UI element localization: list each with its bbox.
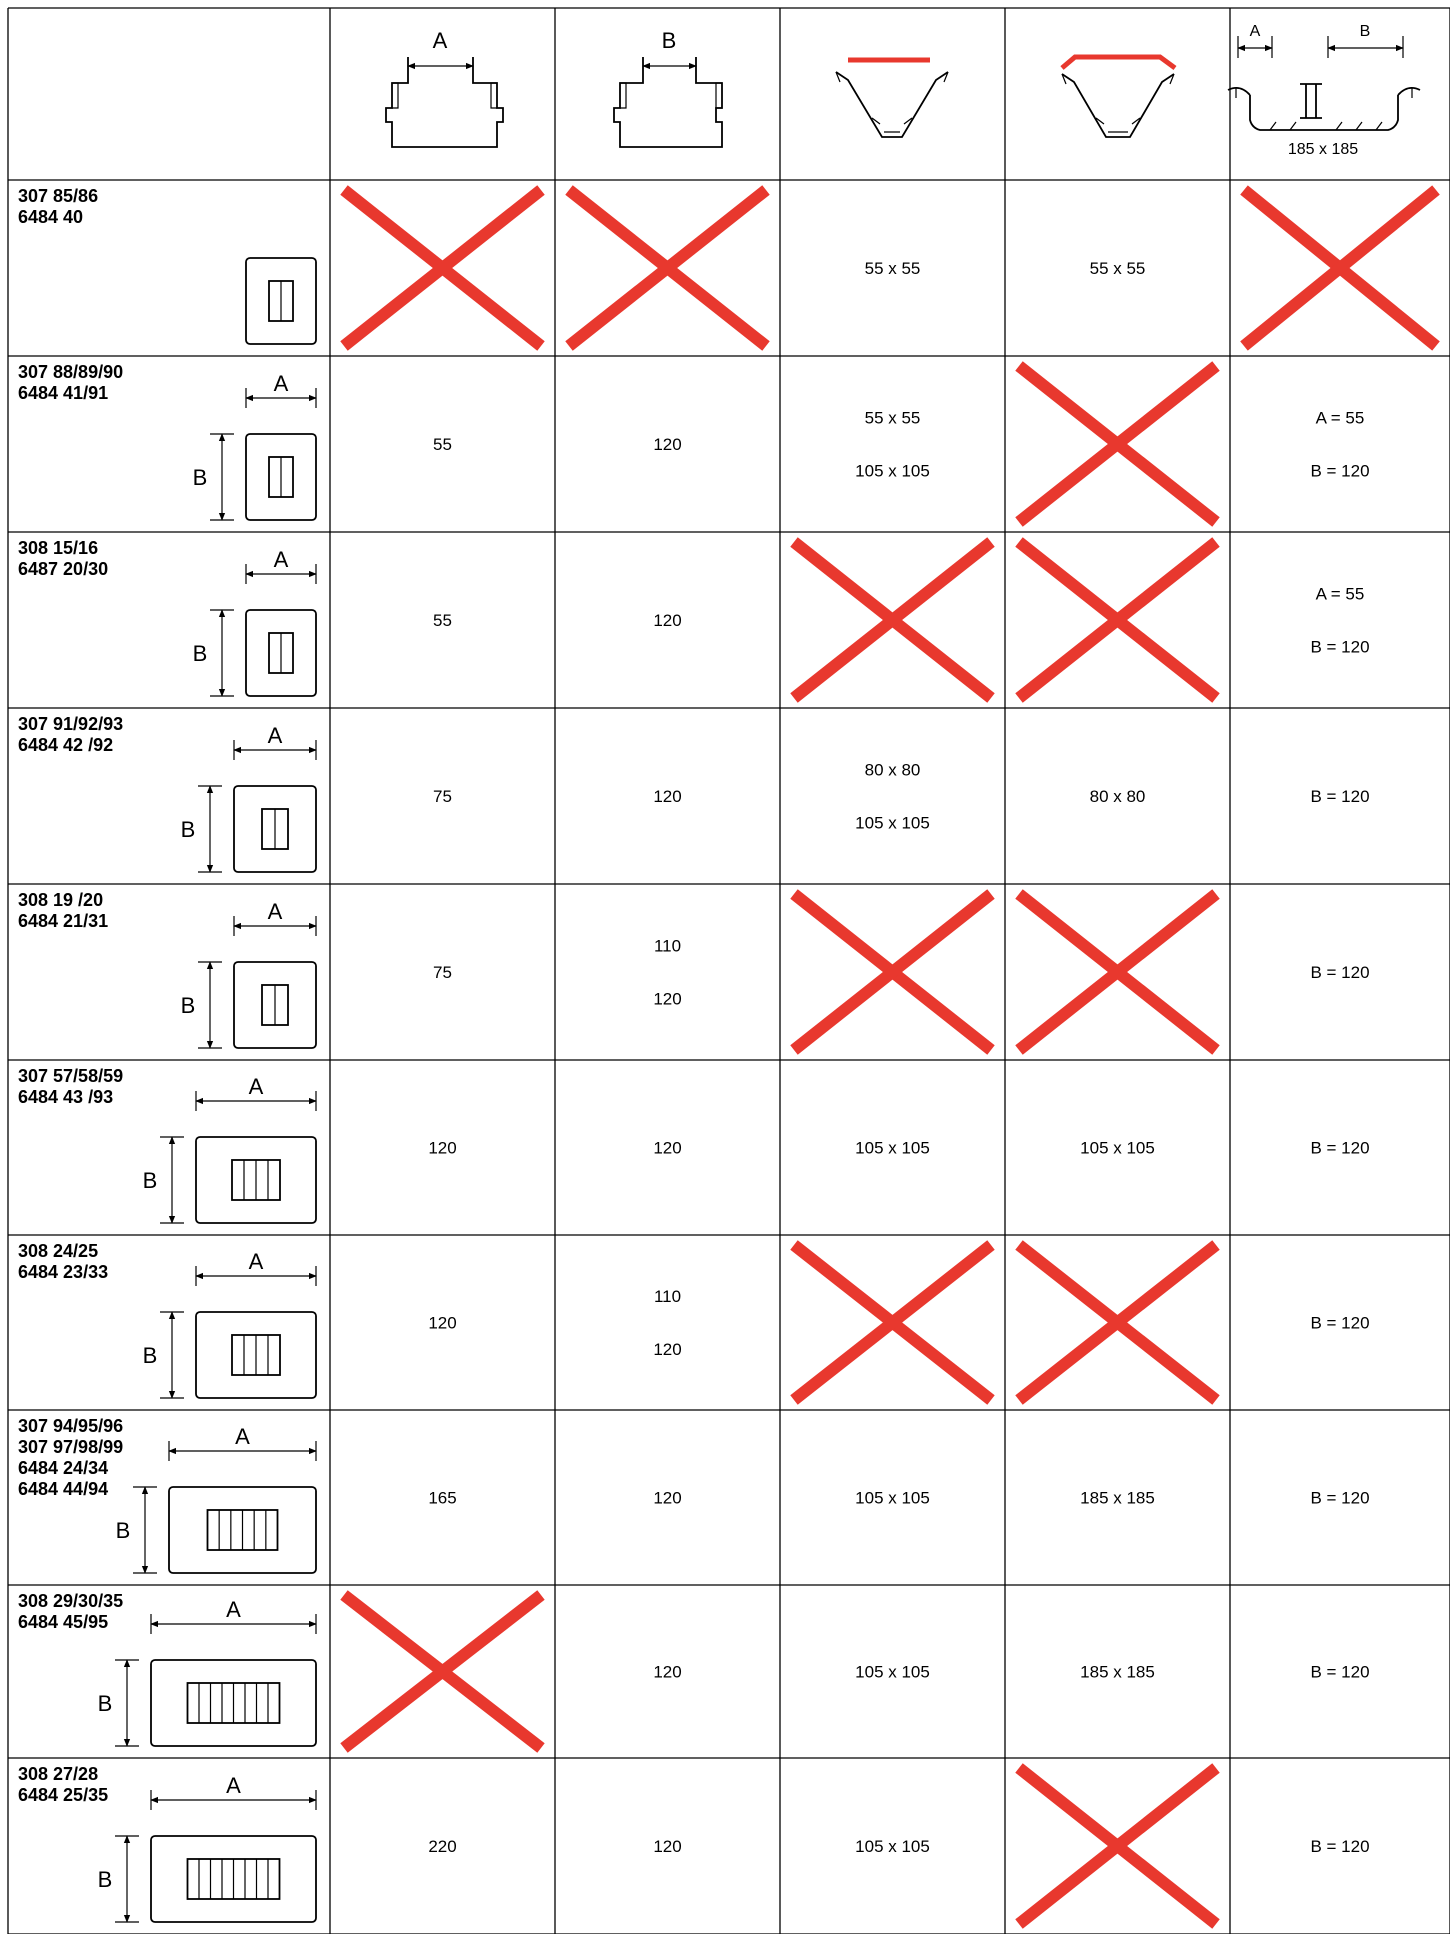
article-code: 6484 25/35 bbox=[18, 1785, 109, 1805]
dim-a-label: A bbox=[248, 1074, 264, 1099]
corner-trunking-curved-icon bbox=[1062, 57, 1175, 137]
cell-value: A = 55 bbox=[1315, 584, 1365, 604]
dim-b-label: B bbox=[180, 817, 196, 842]
table-body bbox=[18, 186, 1436, 1924]
cell-value: 120 bbox=[653, 435, 682, 454]
cell-value: 105 x 105 bbox=[855, 1837, 930, 1856]
article-code: 6487 20/30 bbox=[18, 559, 109, 579]
article-code: 6484 23/33 bbox=[18, 1262, 109, 1282]
cell-value: 120 bbox=[653, 1837, 682, 1856]
cell-value: 55 bbox=[433, 435, 452, 454]
cell-value: 120 bbox=[653, 611, 682, 630]
dim-a-label: A bbox=[273, 547, 289, 572]
dim-b-label: B bbox=[192, 465, 208, 490]
cell-value: 105 x 105 bbox=[855, 1138, 930, 1158]
cell-value: B = 120 bbox=[1310, 1662, 1370, 1682]
dim-b-label: B bbox=[97, 1867, 113, 1892]
table-grid bbox=[8, 8, 1450, 1934]
article-code: 6484 43 /93 bbox=[18, 1087, 114, 1107]
cell-value: B = 120 bbox=[1310, 963, 1370, 982]
cell-value: 165 bbox=[428, 1488, 457, 1508]
switch-plate-icon bbox=[98, 1773, 316, 1922]
cell-value: B = 120 bbox=[1310, 1313, 1370, 1333]
cell-value: 80 x 80 bbox=[864, 760, 921, 780]
dim-a-label: A bbox=[267, 723, 283, 748]
cell-value: 120 bbox=[428, 1138, 457, 1158]
switch-plate-icon bbox=[193, 547, 316, 696]
article-code: 6484 24/34 bbox=[18, 1458, 109, 1478]
cell-value: 120 bbox=[653, 787, 682, 806]
trunking-a-icon bbox=[386, 28, 503, 147]
article-code: 308 15/16 bbox=[18, 538, 99, 558]
table-row bbox=[18, 1591, 1370, 1748]
cell-value: 55 x 55 bbox=[1089, 259, 1146, 278]
switch-plate-icon bbox=[246, 258, 316, 344]
dim-a-label: A bbox=[273, 371, 289, 396]
cell-value: 105 x 105 bbox=[855, 1488, 930, 1508]
dim-b-label: B bbox=[115, 1518, 131, 1543]
dim-b-label: B bbox=[142, 1168, 158, 1193]
table-row bbox=[18, 1066, 1370, 1223]
cell-value: 55 x 55 bbox=[864, 259, 921, 278]
table-row bbox=[18, 186, 1436, 346]
switch-plate-icon bbox=[143, 1249, 316, 1398]
not-compatible-cross bbox=[1019, 1245, 1216, 1400]
dim-a-label: A bbox=[235, 1424, 250, 1449]
article-code: 308 27/28 bbox=[18, 1764, 99, 1784]
cell-value: 80 x 80 bbox=[1089, 787, 1146, 806]
header-skirting-dim-b: B bbox=[1359, 23, 1371, 40]
cell-value: 105 x 105 bbox=[855, 461, 930, 481]
not-compatible-cross bbox=[344, 190, 541, 346]
article-code: 307 57/58/59 bbox=[18, 1066, 124, 1086]
article-code: 308 19 /20 bbox=[18, 890, 104, 910]
not-compatible-cross bbox=[1244, 190, 1436, 346]
cell-value: 185 x 185 bbox=[1080, 1662, 1155, 1682]
cell-value: B = 120 bbox=[1310, 461, 1370, 481]
cell-value: B = 120 bbox=[1310, 787, 1370, 806]
header-dim-b: B bbox=[661, 28, 677, 53]
switch-plate-icon bbox=[143, 1074, 316, 1223]
dim-b-label: B bbox=[142, 1343, 158, 1368]
article-code: 307 85/86 bbox=[18, 186, 99, 206]
switch-plate-icon bbox=[181, 723, 316, 872]
cell-value: 105 x 105 bbox=[855, 1662, 930, 1682]
cell-value: 120 bbox=[653, 1488, 682, 1508]
cell-value: B = 120 bbox=[1310, 1837, 1370, 1856]
table-row bbox=[18, 890, 1370, 1050]
article-code: 308 29/30/35 bbox=[18, 1591, 124, 1611]
cell-value: 75 bbox=[433, 963, 452, 982]
header-skirting-dim-a: A bbox=[1249, 23, 1261, 40]
dim-a-label: A bbox=[248, 1249, 264, 1274]
not-compatible-cross bbox=[1019, 366, 1216, 522]
not-compatible-cross bbox=[344, 1595, 541, 1748]
article-code: 6484 21/31 bbox=[18, 911, 109, 931]
cell-value: 105 x 105 bbox=[1080, 1138, 1155, 1158]
not-compatible-cross bbox=[1019, 1768, 1216, 1924]
not-compatible-cross bbox=[1019, 542, 1216, 698]
not-compatible-cross bbox=[569, 190, 766, 346]
not-compatible-cross bbox=[794, 894, 991, 1050]
article-code: 307 91/92/93 bbox=[18, 714, 124, 734]
dim-a-label: A bbox=[226, 1597, 241, 1622]
dim-b-label: B bbox=[97, 1691, 113, 1716]
corner-trunking-flat-icon bbox=[836, 60, 948, 137]
table-row bbox=[18, 1416, 1370, 1573]
dim-a-label: A bbox=[267, 899, 283, 924]
dim-a-label: A bbox=[226, 1773, 241, 1798]
switch-plate-icon bbox=[98, 1597, 316, 1746]
article-code: 307 94/95/96 bbox=[18, 1416, 124, 1436]
cell-value: 120 bbox=[653, 989, 682, 1009]
cell-value: 120 bbox=[428, 1313, 457, 1333]
article-code: 6484 40 bbox=[18, 207, 84, 227]
article-code: 307 88/89/90 bbox=[18, 362, 124, 382]
cell-value: 105 x 105 bbox=[855, 813, 930, 833]
cell-value: 110 bbox=[653, 936, 682, 956]
switch-plate-icon bbox=[181, 899, 316, 1048]
header-dim-a: A bbox=[432, 28, 448, 53]
article-code: 6484 41/91 bbox=[18, 383, 109, 403]
cell-value: 55 x 55 bbox=[864, 408, 921, 428]
article-code: 6484 45/95 bbox=[18, 1612, 109, 1632]
table-row bbox=[18, 538, 1370, 698]
not-compatible-cross bbox=[794, 542, 991, 698]
dim-b-label: B bbox=[180, 993, 196, 1018]
cell-value: 120 bbox=[653, 1662, 682, 1682]
cell-value: 120 bbox=[653, 1340, 682, 1359]
header-skirting-size: 185 x 185 bbox=[1287, 141, 1359, 158]
cell-value: 220 bbox=[428, 1837, 457, 1856]
cell-value: 185 x 185 bbox=[1080, 1488, 1155, 1508]
not-compatible-cross bbox=[1019, 894, 1216, 1050]
switch-plate-icon bbox=[193, 371, 316, 520]
cell-value: B = 120 bbox=[1310, 1488, 1370, 1508]
article-code: 6484 42 /92 bbox=[18, 735, 114, 755]
cell-value: 120 bbox=[653, 1138, 682, 1158]
switch-plate-icon bbox=[116, 1424, 316, 1573]
article-code: 308 24/25 bbox=[18, 1241, 99, 1261]
cell-value: 75 bbox=[433, 787, 452, 806]
trunking-b-icon bbox=[614, 28, 722, 147]
header-row bbox=[386, 23, 1420, 158]
article-code: 307 97/98/99 bbox=[18, 1437, 124, 1457]
not-compatible-cross bbox=[794, 1245, 991, 1400]
cell-value: 55 bbox=[433, 611, 452, 630]
table-row bbox=[18, 714, 1370, 872]
table-row bbox=[18, 362, 1370, 522]
dim-b-label: B bbox=[192, 641, 208, 666]
table-row bbox=[18, 1241, 1370, 1400]
cell-value: A = 55 bbox=[1315, 408, 1365, 428]
skirting-trunking-icon bbox=[1228, 23, 1420, 158]
article-code: 6484 44/94 bbox=[18, 1479, 109, 1499]
cell-value: B = 120 bbox=[1310, 1138, 1370, 1158]
table-row bbox=[18, 1764, 1370, 1924]
cell-value: 110 bbox=[653, 1287, 682, 1306]
cell-value: B = 120 bbox=[1310, 637, 1370, 657]
